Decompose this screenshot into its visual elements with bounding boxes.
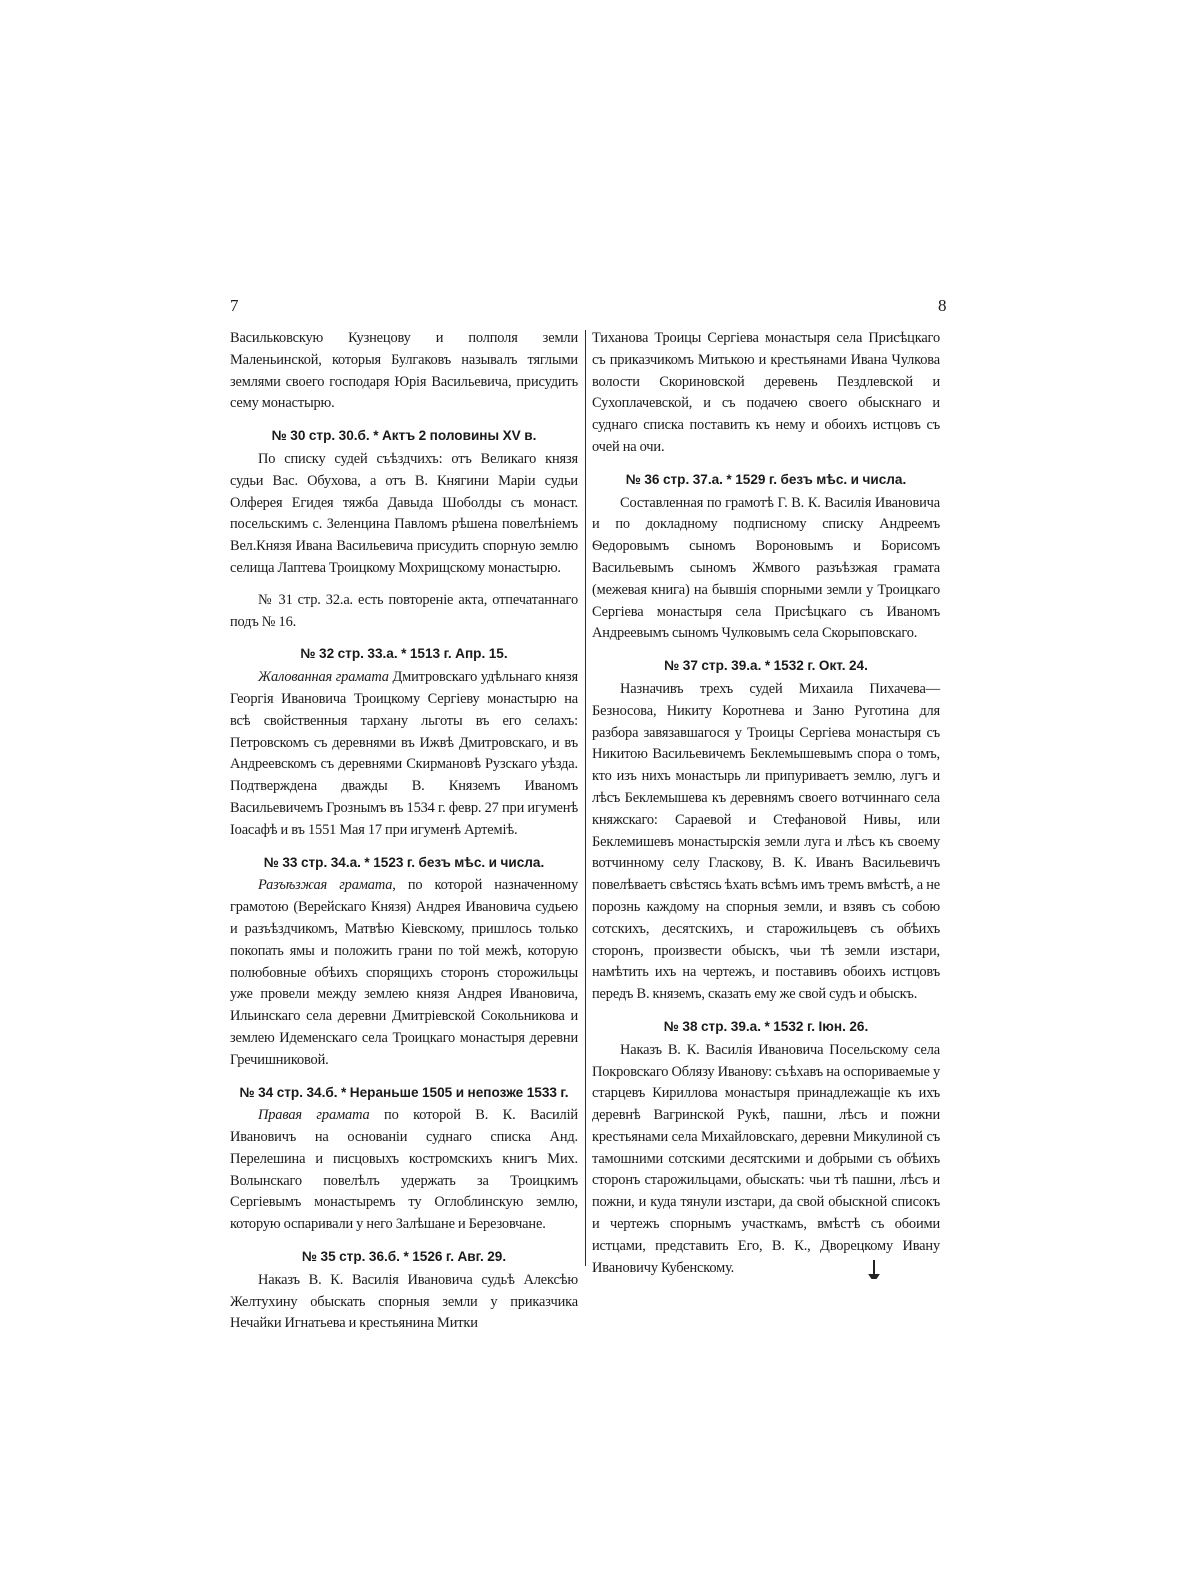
entry-text: Назначивъ трехъ судей Михаила Пихачева—Безносова, Никиту Коротнева и Заню Руготина для разбора завязавшагося у Троицы Сергіева монастыря съ Никитою Васильевичемъ Беклемышевымъ спора о томъ, кто изъ нихъ монастырь ли припуриваетъ землю, лугъ и лѣсъ Беклемышева къ деревнямъ своего вотчиннаго села княжскаго: Сараевой и Стефановой Нивы, или Беклемишевъ монастырскія земли луга и лѣсъ къ своему вотчинному селу Гласкову, В. К. Иванъ Васильевичъ повелѣваетъ свѣстясь ѣхать всѣмъ имъ тремъ вмѣстѣ, а не порознь каждому на спорныя земли, и взявъ съ собою сотскихъ, десятскихъ, и старожильцевъ съ обѣихъ сторонъ, произвести обыскъ, чьи тѣ земли изстари, намѣтить ихъ на чертежъ, и поставивъ обоихъ истцовъ передъ В. княземъ, сказать ему же свой судъ и обыскъ. bbox=[592, 680, 940, 1003]
entry-heading: № 32 стр. 33.а. * 1513 г. Апр. 15. bbox=[300, 646, 508, 662]
entry-33 bbox=[230, 852, 578, 1072]
entry-text: Наказъ В. К. Василія Ивановича судьѣ Алексѣю Желтухину обыскать спорныя земли у приказчика Нечайки Игнатьева и крестьянина Митки bbox=[230, 1271, 578, 1332]
column-divider bbox=[585, 330, 586, 1266]
entry-text: Наказъ В. К. Василія Ивановича Посельскому села Покровскаго Облязу Иванову: съѣхавъ на оспориваемые у старцевъ Кириллова монастыря принадлежащіе къ ихъ деревнѣ Вагринской Рукѣ, пашни, лѣсъ и пожни крестьянами села Михайловскаго, деревни Микулиной съ тамошними сотскими десятскими и добрыми съ обѣихъ сторонъ старожильцами, обыскать: чьи тѣ пашни, лѣсъ и пожни, и куда тянули изстари, да свой обыскной списокъ и чертежъ спорнымъ участкамъ, вмѣстѣ съ обоими истцами, представить Его, В. К., Дворецкому Ивану Ивановичу Кубенскому. bbox=[592, 1041, 940, 1276]
continuation-text: Тиханова Троицы Сергіева монастыря села Присѣцкаго съ приказчикомъ Митькою и крестьянами Ивана Чулкова волости Скориновской деревень Пездлевской и Сухоплачевской, и съ подачею своего обыскнаго и суднаго списка поставить къ нему и обоихъ истцовъ съ очей на очи. bbox=[592, 330, 940, 455]
entry-text: По списку судей съѣздчихъ: отъ Великаго князя судьи Вас. Обухова, а отъ В. Княгини Маріи судьи Олферея Егидея тяжба Давыда Шоболды съ монаст. посельскимъ с. Зеленцина Павломъ рѣшена повелѣніемъ Вел.Князя Ивана Васильевича присудить спорную землю селища Лаптева Троицкому Мохрищскому монастырю. bbox=[230, 450, 578, 576]
entry-35 bbox=[230, 1246, 578, 1335]
continuation-text: Васильковскую Кузнецову и полполя земли Маленьинской, которыя Булгаковъ называлъ тяглыми землями своего господаря Юрія Васильевича, присудить сему монастырю. bbox=[230, 330, 578, 412]
entry-text: Составленная по грамотѣ Г. В. К. Василія Ивановича и по докладному подписному списку Андреемъ Ѳедоровымъ сыномъ Вороновымъ и Борисомъ Васильевымъ сыномъ Жмвого разъѣзжая грамата (межевая книга) на бывшія спорными земли у Троицкаго Сергіева монастыря села Присѣцкаго съ Иваномъ Андреевымъ сыномъ Чулковымъ села Скорыповскаго. bbox=[592, 494, 940, 642]
entry-30 bbox=[230, 425, 578, 580]
entry-body bbox=[230, 667, 578, 841]
entry-heading: № 30 стр. 30.б. * Актъ 2 половины XV в. bbox=[271, 428, 537, 444]
entry-body bbox=[230, 1105, 578, 1236]
entry-heading: № 35 стр. 36.б. * 1526 г. Авг. 29. bbox=[301, 1249, 507, 1265]
entry-text: , по которой назначенному грамотою (Верейскаго Князя) Андрея Ивановича судьею и разъѣздчикомъ, Матвѣю Кіевскому, пришлось только покопать ямы и положить грани по той межѣ, которую полюбовные обѣихъ спорящихъ сторонъ сторожильцы уже провели между землею князя Андрея Ивановича, Ильинскаго села деревни Дмитріевской Сокольникова и землею Идеменскаго села Троицкаго монастыря деревни Гречишниковой. bbox=[230, 877, 578, 1068]
entry-31 bbox=[230, 590, 578, 634]
entry-heading: № 38 стр. 39.а. * 1532 г. Іюн. 26. bbox=[663, 1018, 869, 1034]
right-column bbox=[592, 328, 940, 1289]
entry-italic-title: Разъѣзжая грамата bbox=[258, 877, 393, 894]
entry-italic-title: Жалованная грамата bbox=[258, 669, 389, 686]
entry-heading: № 36 стр. 37.а. * 1529 г. безъ мѣс. и числа. bbox=[625, 471, 907, 487]
entry-34 bbox=[230, 1082, 578, 1237]
page-number-left: 7 bbox=[230, 296, 239, 315]
entry-heading: № 37 стр. 39.а. * 1532 г. Окт. 24. bbox=[664, 658, 868, 674]
entry-body bbox=[230, 875, 578, 1071]
pencil-mark-icon bbox=[866, 1258, 882, 1280]
entry-37 bbox=[592, 655, 940, 1006]
entry-heading: № 33 стр. 34.а. * 1523 г. безъ мѣс. и числа. bbox=[263, 854, 545, 870]
entry-text: № 31 стр. 32.а. есть повтореніе акта, отпечатаннаго подъ № 16. bbox=[230, 591, 578, 630]
entry-36 bbox=[592, 469, 940, 645]
entry-text: по которой В. К. Василій Ивановичъ на основаніи суднаго списка Анд. Перелешина и писцовыхъ костромскихъ книгъ Мих. Волынскаго повелѣлъ удержать за Троицкимъ Сергіевымъ монастыремъ ту Оглоблинскую землю, которую оспаривали у него Залѣшане и Березовчане. bbox=[230, 1107, 578, 1233]
entry-38 bbox=[592, 1016, 940, 1280]
entry-italic-title: Правая грамата bbox=[258, 1107, 370, 1124]
entry-32 bbox=[230, 643, 578, 841]
entry-heading: № 34 стр. 34.б. * Нераньше 1505 и непозже 1533 г. bbox=[239, 1084, 569, 1100]
entry-text: Дмитровскаго удѣльнаго князя Георгія Ивановича Троицкому Сергіеву монастырю на всѣ свойственныя тархану льготы въ его селахъ: Петровскомъ съ деревнями въ Ижвѣ Дмитровскаго, и въ Андреевскомъ съ деревнями Скирмановѣ Рузскаго уѣзда. Подтверждена дважды В. Княземъ Иваномъ Васильевичемъ Грознымъ въ 1534 г. февр. 27 при игуменѣ Іоасафѣ и въ 1551 Мая 17 при игуменѣ Артеміѣ. bbox=[230, 669, 578, 838]
left-column bbox=[230, 328, 578, 1345]
page-number-right: 8 bbox=[938, 296, 947, 315]
